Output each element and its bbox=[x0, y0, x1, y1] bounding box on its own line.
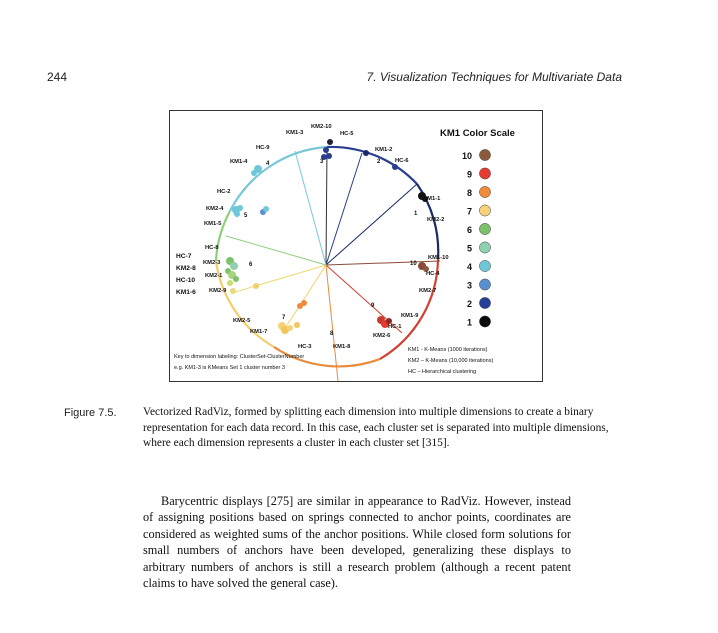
left-labels bbox=[176, 253, 196, 296]
legend-line: KM2 – K-Means (10,000 iterations) bbox=[408, 358, 494, 364]
color-scale-label: 3 bbox=[466, 280, 472, 291]
anchor-label: KM1-9 bbox=[401, 313, 419, 319]
body-paragraph: Barycentric displays [275] are similar in appearance to RadViz. However, instead of assigning positions based on springs connected to anchor points, coordinates are considered as weighted sums of the anchor positions. While closed form solutions for small numbers of anchors have been developed, generalizing these displays to arbitrary numbers of anchors is still a research problem (although a recent patent claims to have solved the general case). bbox=[143, 494, 571, 591]
radviz-svg bbox=[170, 111, 544, 383]
color-scale bbox=[462, 149, 491, 327]
figure-label: Figure 7.5. bbox=[64, 407, 117, 419]
anchor-label: KM1-2 bbox=[375, 147, 393, 153]
anchor-label: KM2-7 bbox=[419, 288, 437, 294]
anchor-label: KM2-9 bbox=[209, 288, 227, 294]
anchor-label: KM1-4 bbox=[230, 159, 248, 165]
legend-line: KM1 - K-Means (1000 iterations) bbox=[408, 347, 488, 353]
color-scale-swatch bbox=[479, 316, 490, 327]
anchor-label: HC-8 bbox=[205, 245, 219, 251]
left-label: HC-7 bbox=[176, 253, 192, 260]
anchor-label: HC-4 bbox=[426, 271, 440, 277]
legend-line: HC – Hierarchical clustering bbox=[408, 369, 477, 375]
point-number: 5 bbox=[244, 213, 248, 219]
color-scale-swatch bbox=[479, 242, 490, 253]
color-scale-label: 5 bbox=[466, 243, 472, 254]
anchor-label: HC-3 bbox=[298, 344, 312, 350]
anchor-label: KM2-2 bbox=[427, 217, 445, 223]
anchor-label: KM1-7 bbox=[250, 329, 268, 335]
key-line: e.g. KM1-3 is KMeans Set 1 cluster number 3 bbox=[174, 365, 285, 371]
point-number: 3 bbox=[320, 159, 324, 165]
anchor-label: KM1-5 bbox=[204, 221, 222, 227]
left-label: HC-10 bbox=[176, 277, 196, 284]
anchor-label: KM1-10 bbox=[428, 255, 449, 261]
color-scale-label: 9 bbox=[466, 169, 472, 180]
anchor-label: KM1-8 bbox=[333, 344, 351, 350]
color-scale-label: 1 bbox=[466, 317, 472, 328]
color-scale-title: KM1 Color Scale bbox=[440, 128, 515, 139]
point-number: 4 bbox=[266, 161, 270, 167]
point-number: 9 bbox=[371, 303, 375, 309]
anchor-label: KM2-6 bbox=[373, 333, 391, 339]
color-scale-swatch bbox=[479, 223, 490, 234]
point-number: 7 bbox=[282, 315, 286, 321]
point-number: 8 bbox=[330, 331, 334, 337]
anchor-label: KM1-1 bbox=[423, 196, 441, 202]
color-scale-label: 4 bbox=[466, 262, 472, 272]
anchor-label: HC-2 bbox=[217, 189, 231, 195]
point-number: 2 bbox=[377, 159, 381, 165]
color-scale-label: 8 bbox=[466, 188, 472, 198]
left-label: KM1-6 bbox=[176, 289, 196, 296]
anchor-label: KM2-3 bbox=[203, 260, 221, 266]
key-line: Key to dimension labeling: ClusterSet-ClusterNumber bbox=[174, 354, 305, 360]
color-scale-swatch bbox=[479, 186, 490, 197]
anchor-label: KM2-4 bbox=[206, 206, 224, 212]
anchor-label: KM2-1 bbox=[205, 273, 223, 279]
point-number: 6 bbox=[249, 262, 253, 268]
point-number: 10 bbox=[410, 261, 417, 267]
anchor-label: KM2-10 bbox=[311, 124, 332, 130]
anchor-label: KM2-5 bbox=[233, 318, 251, 324]
anchor-label: KM1-3 bbox=[286, 130, 304, 136]
page-number: 244 bbox=[47, 70, 68, 84]
color-scale-label: 10 bbox=[461, 151, 472, 161]
anchor-label: HC-9 bbox=[256, 145, 270, 151]
color-scale-swatch bbox=[479, 279, 490, 290]
color-scale-swatch bbox=[479, 297, 490, 308]
anchor-label: HC-6 bbox=[395, 158, 409, 164]
color-scale-swatch bbox=[479, 260, 490, 271]
color-scale-swatch bbox=[479, 149, 490, 160]
color-scale-swatch bbox=[479, 205, 490, 216]
figure-caption: Vectorized RadViz, formed by splitting each dimension into multiple dimensions to create a binary representation for each data record. In this case, each cluster set is separated into multiple dimensions, where each dimension represents a cluster in each cluster set [315]. bbox=[143, 406, 609, 450]
color-scale-label: 2 bbox=[466, 299, 472, 309]
anchor-label: HC-1 bbox=[388, 324, 402, 330]
color-scale-label: 7 bbox=[466, 206, 472, 217]
left-label: KM2-8 bbox=[176, 265, 196, 272]
figure-radviz bbox=[169, 110, 543, 382]
anchor-label: HC-5 bbox=[340, 131, 354, 137]
point-number: 1 bbox=[414, 211, 418, 217]
color-scale-swatch bbox=[479, 168, 490, 179]
running-head: 7. Visualization Techniques for Multivariate Data bbox=[366, 70, 622, 84]
color-scale-label: 6 bbox=[466, 225, 472, 235]
